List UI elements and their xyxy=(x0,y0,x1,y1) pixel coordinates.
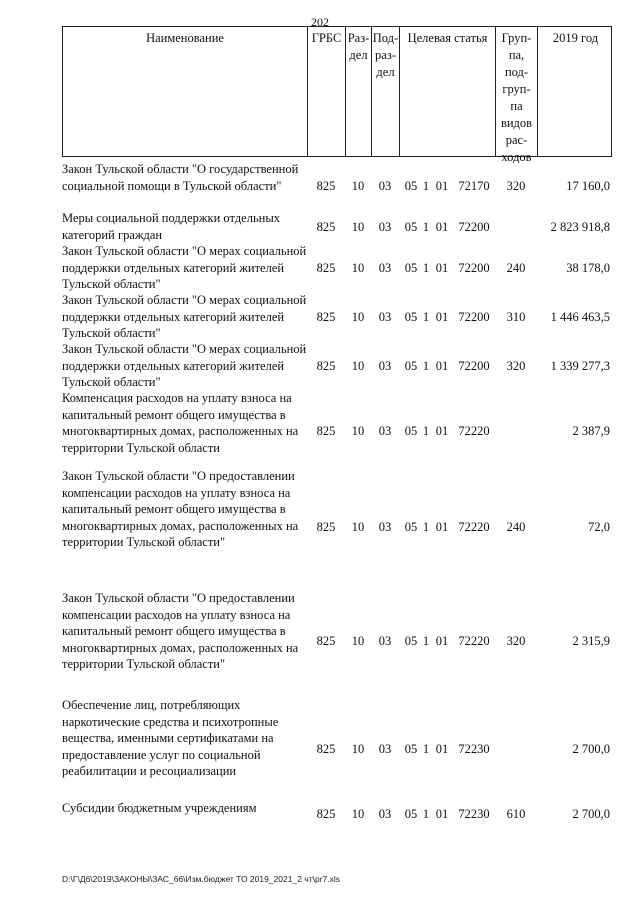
cell-cs4: 72200 xyxy=(458,359,490,373)
row-name: Закон Тульской области "О мерах социальной поддержки отдельных категорий жителей Тульской области" xyxy=(62,293,307,340)
cell-pr: 03 xyxy=(378,310,392,324)
cell-cs3: 01 xyxy=(435,634,449,648)
cell-cs3: 01 xyxy=(435,359,449,373)
cell-cs3: 01 xyxy=(435,261,449,275)
cell-cs2: 1 xyxy=(422,520,430,534)
cell-vr: 240 xyxy=(506,261,526,275)
cell-pr: 03 xyxy=(378,179,392,193)
cell-grbs: 825 xyxy=(316,261,336,275)
cell-cs1: 05 xyxy=(404,520,418,534)
cell-pr: 03 xyxy=(378,807,392,821)
cell-grbs: 825 xyxy=(316,807,336,821)
cell-rz: 10 xyxy=(351,424,365,438)
cell-sum: 38 178,0 xyxy=(566,261,610,275)
file-path-footer: D:\Г\Д6\2019\ЗАКОНЫ\ЗАС_66\Изм.бюджет ТО 2019_2021_2 чт\pr7.xls xyxy=(62,874,341,884)
cell-cs2: 1 xyxy=(422,359,430,373)
cell-cs1: 05 xyxy=(404,424,418,438)
cell-rz: 10 xyxy=(351,310,365,324)
row-name: Закон Тульской области "О мерах социальной поддержки отдельных категорий жителей Тульской области" xyxy=(62,342,307,389)
cell-grbs: 825 xyxy=(316,520,336,534)
cell-cs2: 1 xyxy=(422,742,430,756)
cell-sum: 1 339 277,3 xyxy=(550,359,610,373)
cell-rz: 10 xyxy=(351,179,365,193)
row-name: Обеспечение лиц, потребляющих наркотические средства и психотропные вещества, именными сертификатами на предоставление услуг по социальной реабилитации и ресоциализации xyxy=(62,698,279,778)
cell-vr: 320 xyxy=(506,179,526,193)
cell-cs4: 72220 xyxy=(458,424,490,438)
cell-cs2: 1 xyxy=(422,220,430,234)
cell-grbs: 825 xyxy=(316,310,336,324)
cell-rz: 10 xyxy=(351,359,365,373)
cell-cs1: 05 xyxy=(404,261,418,275)
cell-pr: 03 xyxy=(378,220,392,234)
cell-cs1: 05 xyxy=(404,359,418,373)
cell-cs3: 01 xyxy=(435,310,449,324)
cell-cs1: 05 xyxy=(404,179,418,193)
cell-rz: 10 xyxy=(351,220,365,234)
cell-cs2: 1 xyxy=(422,310,430,324)
cell-sum: 2 315,9 xyxy=(572,634,610,648)
cell-grbs: 825 xyxy=(316,220,336,234)
cell-cs4: 72220 xyxy=(458,520,490,534)
cell-sum: 2 387,9 xyxy=(572,424,610,438)
row-name: Компенсация расходов на уплату взноса на капитальный ремонт общего имущества в многоквартирных домах, расположенных на территории Тульской области xyxy=(62,391,299,455)
cell-sum: 1 446 463,5 xyxy=(550,310,610,324)
cell-cs2: 1 xyxy=(422,634,430,648)
cell-cs3: 01 xyxy=(435,179,449,193)
cell-cs3: 01 xyxy=(435,742,449,756)
row-name: Закон Тульской области "О предоставлении компенсации расходов на уплату взноса на капитальный ремонт общего имущества в многоквартирных домах, расположенных на территории Тульской области" xyxy=(62,469,299,549)
cell-vr: 610 xyxy=(506,807,526,821)
cell-cs3: 01 xyxy=(435,424,449,438)
header-group: Груп- па, под- груп- па видов рас- ходов xyxy=(496,27,538,156)
cell-pr: 03 xyxy=(378,520,392,534)
header-grbs: ГРБС xyxy=(308,27,346,156)
cell-grbs: 825 xyxy=(316,634,336,648)
cell-rz: 10 xyxy=(351,520,365,534)
row-name: Меры социальной поддержки отдельных категорий граждан xyxy=(62,211,280,242)
cell-rz: 10 xyxy=(351,261,365,275)
cell-grbs: 825 xyxy=(316,179,336,193)
cell-rz: 10 xyxy=(351,634,365,648)
header-razdel: Раз- дел xyxy=(346,27,372,156)
cell-cs1: 05 xyxy=(404,634,418,648)
cell-cs1: 05 xyxy=(404,310,418,324)
cell-grbs: 825 xyxy=(316,359,336,373)
cell-cs4: 72230 xyxy=(458,807,490,821)
cell-cs2: 1 xyxy=(422,807,430,821)
cell-vr: 320 xyxy=(506,634,526,648)
cell-pr: 03 xyxy=(378,634,392,648)
cell-rz: 10 xyxy=(351,807,365,821)
cell-cs4: 72230 xyxy=(458,742,490,756)
cell-sum: 2 700,0 xyxy=(572,742,610,756)
cell-cs3: 01 xyxy=(435,807,449,821)
cell-pr: 03 xyxy=(378,424,392,438)
cell-sum: 2 823 918,8 xyxy=(550,220,610,234)
cell-cs4: 72200 xyxy=(458,261,490,275)
cell-cs2: 1 xyxy=(422,179,430,193)
cell-cs1: 05 xyxy=(404,807,418,821)
cell-cs1: 05 xyxy=(404,220,418,234)
row-name: Закон Тульской области "О государственной социальной помощи в Тульской области" xyxy=(62,162,299,193)
cell-cs1: 05 xyxy=(404,742,418,756)
header-target: Целевая статья xyxy=(400,27,496,156)
cell-pr: 03 xyxy=(378,261,392,275)
header-name: Наименование xyxy=(63,27,308,156)
header-podrazdel: Под- раз- дел xyxy=(372,27,400,156)
cell-cs4: 72170 xyxy=(458,179,490,193)
cell-grbs: 825 xyxy=(316,424,336,438)
row-name: Субсидии бюджетным учреждениям xyxy=(62,801,257,815)
cell-vr: 320 xyxy=(506,359,526,373)
cell-grbs: 825 xyxy=(316,742,336,756)
cell-vr: 310 xyxy=(506,310,526,324)
cell-pr: 03 xyxy=(378,742,392,756)
cell-cs2: 1 xyxy=(422,424,430,438)
cell-sum: 17 160,0 xyxy=(566,179,610,193)
header-year: 2019 год xyxy=(552,31,599,45)
cell-rz: 10 xyxy=(351,742,365,756)
cell-cs4: 72200 xyxy=(458,220,490,234)
page-number: 202 xyxy=(311,15,329,29)
cell-cs3: 01 xyxy=(435,520,449,534)
cell-pr: 03 xyxy=(378,359,392,373)
row-name: Закон Тульской области "О предоставлении компенсации расходов на уплату взноса на капитальный ремонт общего имущества в многоквартирных домах, расположенных на территории Тульской области" xyxy=(62,591,299,671)
cell-cs2: 1 xyxy=(422,261,430,275)
cell-sum: 2 700,0 xyxy=(572,807,610,821)
cell-cs3: 01 xyxy=(435,220,449,234)
row-name: Закон Тульской области "О мерах социальной поддержки отдельных категорий жителей Тульской области" xyxy=(62,244,307,291)
cell-sum: 72,0 xyxy=(588,520,610,534)
table-header xyxy=(62,26,612,164)
cell-cs4: 72200 xyxy=(458,310,490,324)
cell-vr: 240 xyxy=(506,520,526,534)
cell-cs4: 72220 xyxy=(458,634,490,648)
